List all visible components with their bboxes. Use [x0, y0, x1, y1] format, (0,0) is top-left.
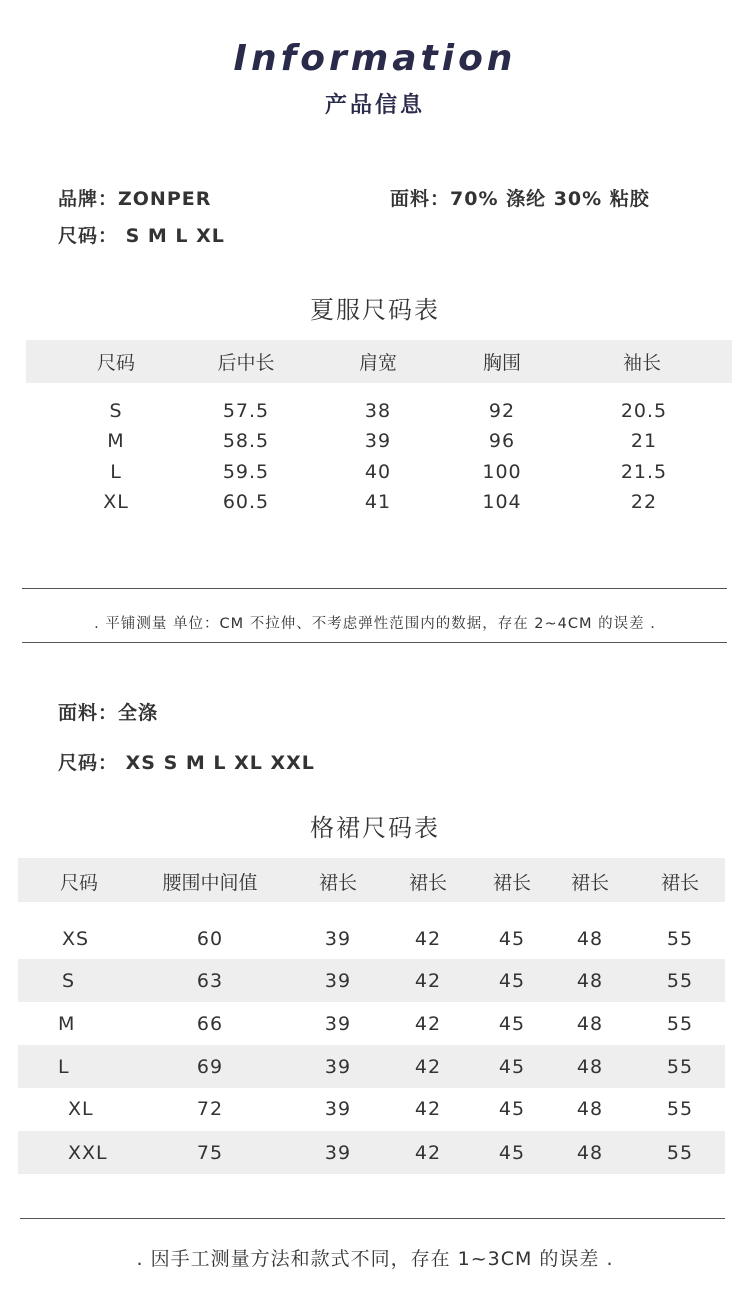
summer-table-cell: 21	[630, 430, 658, 452]
divider-line	[22, 642, 727, 643]
skirt-table-cell: 45	[498, 928, 526, 950]
skirt-table-cell: 55	[666, 1013, 694, 1035]
skirt-table-cell: 45	[498, 1142, 526, 1164]
skirt-table-cell: 69	[196, 1056, 224, 1078]
skirt-header-cell: 裙长	[492, 872, 531, 894]
skirt-table-cell: 48	[576, 1142, 604, 1164]
skirt-table-cell: 42	[414, 970, 442, 992]
summer-table-cell: 100	[482, 461, 522, 483]
summer-header-cell: 后中长	[217, 352, 275, 374]
skirt-table-cell: 42	[414, 1013, 442, 1035]
skirt-table-cell: 66	[196, 1013, 224, 1035]
skirt-table-cell: 45	[498, 970, 526, 992]
skirt-table-cell: 39	[324, 1142, 352, 1164]
skirt-table-cell: 60	[196, 928, 224, 950]
skirt-table-cell: 42	[414, 1142, 442, 1164]
summer-table-cell: 59.5	[222, 461, 270, 483]
skirt-table-cell: 42	[414, 1056, 442, 1078]
summer-table-cell: 20.5	[620, 400, 668, 422]
skirt-header-cell: 裙长	[408, 872, 447, 894]
summer-header-cell: 尺码	[96, 352, 135, 374]
summer-table-cell: L	[110, 461, 122, 483]
summer-header-cell: 肩宽	[358, 352, 397, 374]
summer-table-cell: 58.5	[222, 430, 270, 452]
skirt-table-cell: L	[58, 1056, 70, 1078]
skirt-table-cell: 48	[576, 1098, 604, 1120]
measurement-note: . 平铺测量 单位：CM 不拉伸、不考虑弹性范围内的数据，存在 2~4CM 的误差 .	[94, 616, 656, 632]
skirt-table-cell: 39	[324, 1013, 352, 1035]
divider-line	[22, 588, 727, 589]
summer-table-cell: 60.5	[222, 491, 270, 513]
skirt-table-cell: 48	[576, 928, 604, 950]
skirt-table-title: 格裙尺码表	[310, 814, 440, 842]
error-note: . 因手工测量方法和款式不同，存在 1~3CM 的误差 .	[136, 1248, 614, 1270]
skirt-header-cell: 裙长	[570, 872, 609, 894]
summer-table-cell: 96	[488, 430, 516, 452]
summer-table-cell: M	[107, 430, 125, 452]
summer-table-cell: 39	[364, 430, 392, 452]
summer-table-cell: 22	[630, 491, 658, 513]
summer-table-title: 夏服尺码表	[310, 296, 440, 324]
skirt-table-cell: 39	[324, 1098, 352, 1120]
skirt-fabric-info: 面料：全涤	[58, 702, 159, 724]
skirt-header-cell: 裙长	[318, 872, 357, 894]
skirt-table-cell: 48	[576, 1013, 604, 1035]
skirt-table-cell: 55	[666, 970, 694, 992]
summer-table-cell: 38	[364, 400, 392, 422]
title-chinese: 产品信息	[324, 93, 425, 118]
summer-table-cell: S	[109, 400, 123, 422]
fabric-info: 面料：70% 涤纶 30% 粘胶	[390, 188, 650, 210]
skirt-table-cell: XS	[62, 928, 90, 950]
summer-table-cell: 41	[364, 491, 392, 513]
skirt-table-cell: M	[58, 1013, 76, 1035]
skirt-table-cell: 39	[324, 928, 352, 950]
skirt-table-cell: 45	[498, 1013, 526, 1035]
skirt-table-cell: XL	[68, 1098, 94, 1120]
skirt-table-cell: 39	[324, 1056, 352, 1078]
skirt-table-cell: S	[62, 970, 76, 992]
skirt-size-info: 尺码： XS S M L XL XXL	[58, 752, 315, 774]
skirt-table-cell: 75	[196, 1142, 224, 1164]
summer-table-cell: 21.5	[620, 461, 668, 483]
skirt-table-cell: 63	[196, 970, 224, 992]
skirt-header-cell: 尺码	[60, 872, 99, 894]
skirt-table-cell: 55	[666, 1098, 694, 1120]
summer-table-cell: 40	[364, 461, 392, 483]
summer-header-cell: 袖长	[622, 352, 661, 374]
divider-line	[20, 1218, 725, 1219]
skirt-table-cell: 45	[498, 1056, 526, 1078]
skirt-table-cell: 42	[414, 1098, 442, 1120]
skirt-table-cell: 48	[576, 970, 604, 992]
skirt-table-cell: 48	[576, 1056, 604, 1078]
skirt-header-cell: 腰围中间值	[162, 872, 258, 894]
size-info: 尺码： S M L XL	[58, 225, 225, 247]
skirt-table-cell: 55	[666, 1056, 694, 1078]
skirt-header-cell: 裙长	[660, 872, 699, 894]
skirt-table-cell: 72	[196, 1098, 224, 1120]
skirt-table-cell: 45	[498, 1098, 526, 1120]
skirt-table-cell: 42	[414, 928, 442, 950]
skirt-table-cell: 55	[666, 928, 694, 950]
summer-header-cell: 胸围	[482, 352, 521, 374]
brand-info: 品牌：ZONPER	[58, 188, 212, 210]
summer-table-cell: 104	[482, 491, 522, 513]
summer-table-cell: XL	[103, 491, 129, 513]
skirt-table-cell: XXL	[68, 1142, 108, 1164]
skirt-table-cell: 39	[324, 970, 352, 992]
summer-table-cell: 92	[488, 400, 516, 422]
title-english: Information	[233, 38, 517, 79]
summer-table-cell: 57.5	[222, 400, 270, 422]
skirt-table-cell: 55	[666, 1142, 694, 1164]
